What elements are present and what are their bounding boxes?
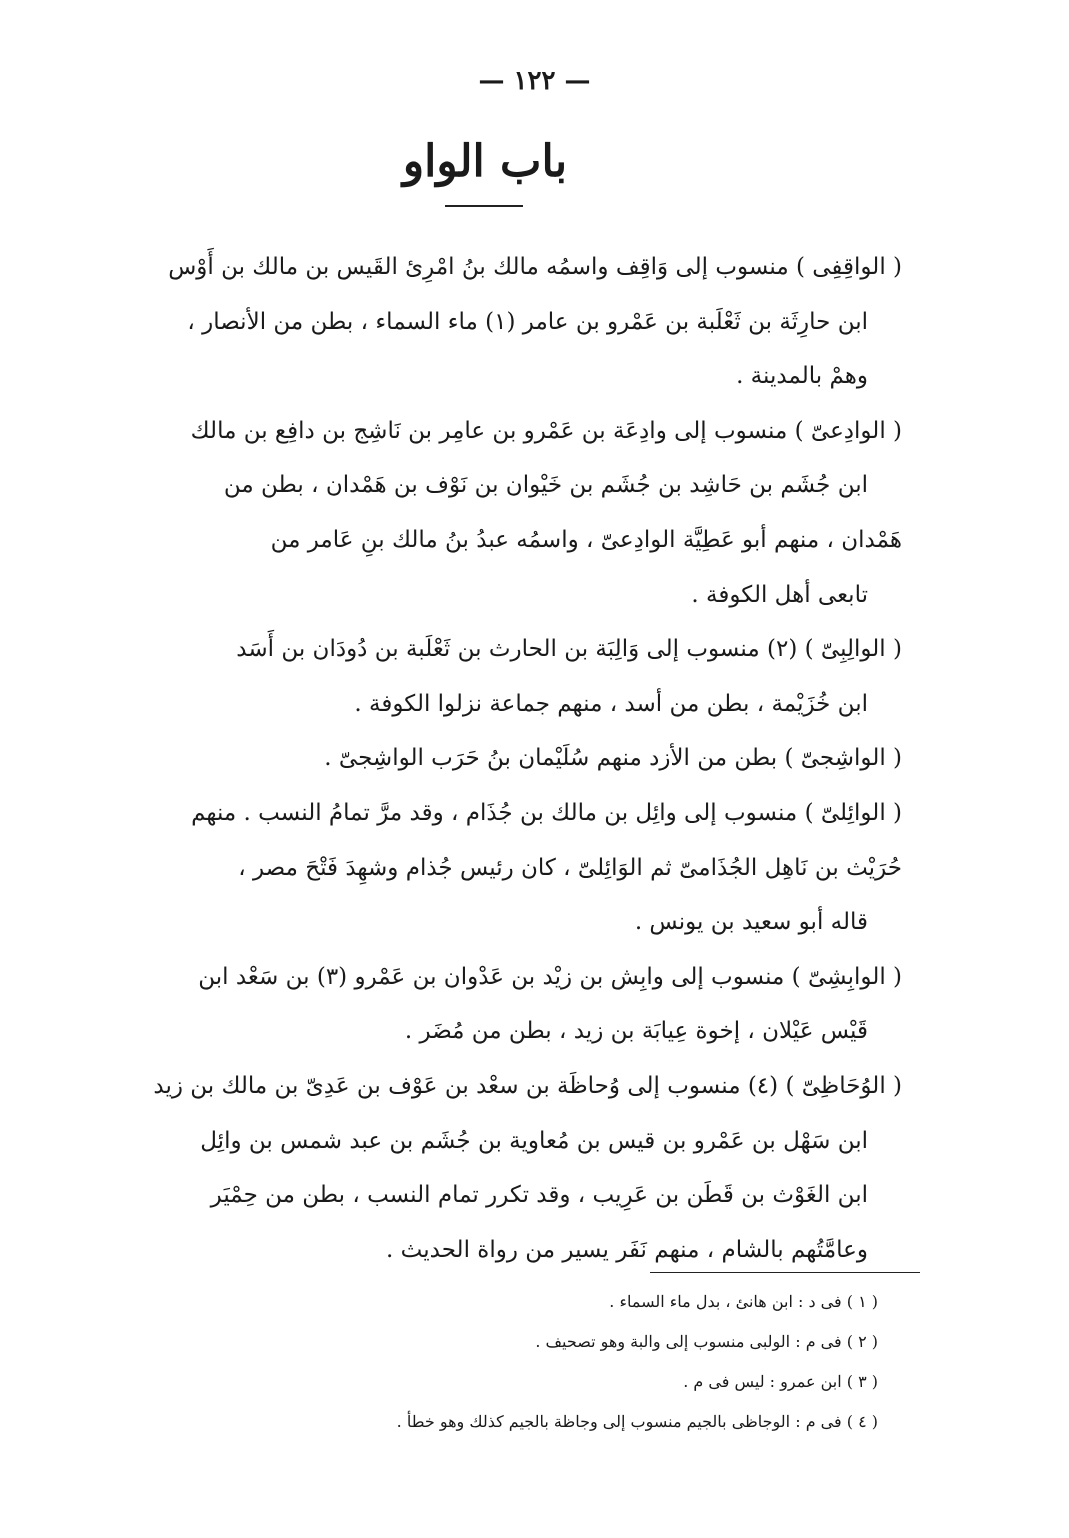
- footnote-3: ( ٣ ) ابن عمرو : ليس فى م .: [683, 1372, 878, 1391]
- footnote-4: ( ٤ ) فى م : الوجاظى بالجيم منسوب إلى وجاظة بالجيم كذلك وهو خطأ .: [396, 1412, 878, 1431]
- title-rule: [445, 205, 523, 207]
- entry-line: قَيْس عَيْلان ، إخوة عِيابَة بن زيد ، بطن من مُضَر .: [404, 1018, 868, 1045]
- entry-line: ( الوابِشِىّ ) منسوب إلى وابِش بن زيْد بن عَدْوان بن عَمْرو (٣) بن سَعْد ابن: [198, 963, 902, 990]
- entry-line: حُرَيْث بن نَاهِل الجُذَامىّ ثم الوَائِلىّ ، كان رئيس جُذام وشهِدَ فَتْحَ مصر ،: [238, 854, 902, 881]
- entry-washiji: [72, 731, 902, 786]
- main-text: [72, 240, 902, 1277]
- footnotes: [330, 1282, 878, 1442]
- entry-walibi: [72, 622, 902, 731]
- chapter-title: باب الواو: [402, 136, 568, 187]
- entry-line: هَمْدان ، منهم أبو عَطِيَّة الوادِعىّ ، واسمُه عبدُ بنُ مالك بنِ عَامر من: [270, 526, 902, 553]
- entry-line: ( الوادِعىّ ) منسوب إلى وادِعَة بن عَمْرو بن عامِر بن نَاشِج بن دافِع بن مالك: [190, 417, 902, 444]
- entry-line: ابن سَهْل بن عَمْرو بن قيس بن مُعاوية بن جُشَم بن عبد شمس بن وائِل: [200, 1127, 868, 1154]
- footnote-2: ( ٢ ) فى م : الولبى منسوب إلى والبة وهو تصحيف .: [535, 1332, 878, 1351]
- footnote-rule: [650, 1272, 920, 1273]
- entry-line: ( الوالِبِىّ ) (٢) منسوب إلى وَالِبَة بن الحارث بن ثَعْلَبة بن دُودَان بن أَسَد: [236, 636, 902, 663]
- entry-line: ابن جُشَم بن حَاشِد بن جُشَم بن خَيْوان بن نَوْف بن هَمْدان ، بطن من: [223, 472, 868, 499]
- entry-wadii: [72, 404, 902, 622]
- entry-line: ابن الغَوْث بن قَطَن بن عَرِيب ، وقد تكرر تمام النسب ، بطن من حِمْيَر: [210, 1182, 868, 1209]
- entry-line: قاله أبو سعيد بن يونس .: [634, 909, 868, 936]
- entry-line: ابن حارِثَة بن ثَعْلَبة بن عَمْرو بن عامر (١) ماء السماء ، بطن من الأنصار ،: [187, 308, 868, 335]
- entry-line: ( الواقِفِى ) منسوب إلى وَاقِف واسمُه مالك بنُ امْرِئ القَيس بن مالك بن أَوْس: [168, 254, 902, 280]
- entry-line: تابعى أهل الكوفة .: [691, 581, 868, 608]
- entry-line: ( الوائِلىّ ) منسوب إلى وائِل بن مالك بن جُذَام ، وقد مرَّ تمامُ النسب . منهم: [191, 799, 902, 826]
- entry-line: ( الواشِجىّ ) بطن من الأزد منهم سُلَيْمان بنُ حَرَب الواشِجىّ .: [324, 745, 902, 772]
- page-number: — ١٢٢ —: [478, 66, 591, 96]
- entry-line: ابن خُزَيْمة ، بطن من أسد ، منهم جماعة نزلوا الكوفة .: [354, 690, 868, 717]
- entry-line: وعامَّتُهم بالشام ، منهم نَفَر يسير من رواة الحديث .: [386, 1236, 868, 1263]
- entry-wabishi: [72, 950, 902, 1059]
- entry-waili: [72, 786, 902, 950]
- entry-wuhazi: [72, 1059, 902, 1277]
- entry-line: وهمْ بالمدينة .: [736, 363, 868, 390]
- entry-waqifi: [72, 240, 902, 404]
- entry-line: ( الوُحَاظِىّ ) (٤) منسوب إلى وُحاظَة بن سعْد بن عَوْف بن عَدِىّ بن مالك بن زيد: [153, 1072, 902, 1099]
- footnote-1: ( ١ ) فى د : ابن هانئ ، بدل ماء السماء .: [609, 1292, 878, 1311]
